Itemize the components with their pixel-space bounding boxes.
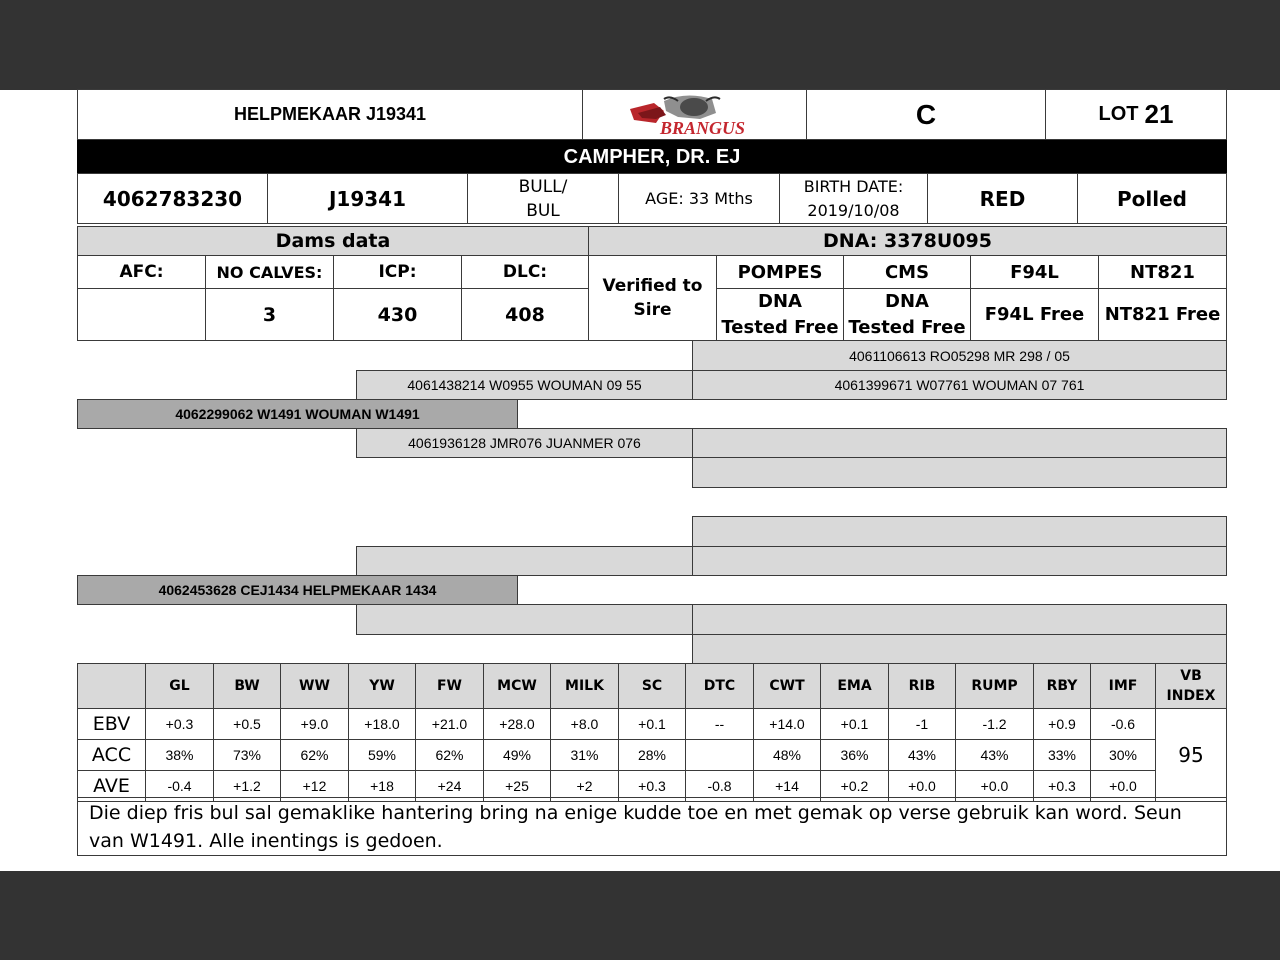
dna-title: DNA: 3378U095 bbox=[588, 226, 1227, 256]
trait-header-imf: IMF bbox=[1091, 664, 1156, 709]
value-acc-rby: 33% bbox=[1034, 740, 1091, 771]
dlc-label: DLC: bbox=[461, 255, 589, 289]
dlc-value: 408 bbox=[461, 288, 589, 341]
svg-text:BRANGUS: BRANGUS bbox=[659, 117, 745, 137]
pedigree-sire-dam-sire bbox=[692, 428, 1227, 458]
vb-index-label-line-1: VB bbox=[1180, 668, 1202, 684]
cms-result-line-1: DNA bbox=[885, 290, 929, 312]
verified-to-sire bbox=[588, 255, 717, 341]
value-ebv-rby: +0.9 bbox=[1034, 709, 1091, 740]
f94l-label: F94L bbox=[970, 255, 1099, 289]
value-acc-mcw: 49% bbox=[484, 740, 551, 771]
row-label-ave: AVE bbox=[78, 771, 146, 802]
pompes-result-line-1: DNA bbox=[758, 290, 802, 312]
performance-row-acc bbox=[78, 740, 1227, 771]
value-ave-fw: +24 bbox=[416, 771, 484, 802]
value-acc-imf: 30% bbox=[1091, 740, 1156, 771]
lot-number bbox=[1045, 89, 1227, 140]
afc-label: AFC: bbox=[77, 255, 206, 289]
value-acc-yw: 59% bbox=[349, 740, 416, 771]
breeder-name: CAMPHER, DR. EJ bbox=[77, 140, 1227, 174]
value-ebv-sc: +0.1 bbox=[619, 709, 686, 740]
value-ebv-fw: +21.0 bbox=[416, 709, 484, 740]
value-ave-yw: +18 bbox=[349, 771, 416, 802]
trait-header-ema: EMA bbox=[821, 664, 889, 709]
value-ave-imf: +0.0 bbox=[1091, 771, 1156, 802]
cms-result bbox=[843, 288, 971, 341]
category-letter: C bbox=[806, 89, 1046, 140]
value-ave-ww: +12 bbox=[281, 771, 349, 802]
brangus-logo bbox=[582, 89, 807, 140]
trait-header-milk: MILK bbox=[551, 664, 619, 709]
value-ave-rby: +0.3 bbox=[1034, 771, 1091, 802]
pedigree-sire: 4062299062 W1491 WOUMAN W1491 bbox=[77, 399, 518, 429]
value-ebv-gl: +0.3 bbox=[146, 709, 214, 740]
sex-line-2: BUL bbox=[526, 200, 560, 221]
pompes-result bbox=[716, 288, 844, 341]
value-ebv-yw: +18.0 bbox=[349, 709, 416, 740]
value-ebv-dtc: -- bbox=[686, 709, 754, 740]
value-ebv-rib: -1 bbox=[889, 709, 956, 740]
pedigree-sire-sire: 4061438214 W0955 WOUMAN 09 55 bbox=[356, 370, 693, 400]
remarks-text: Die diep fris bul sal gemaklike hantering bring na enige kudde toe en met gemak op verse gebruik kan word. Seun van W1491. Alle inentings is gedoen. bbox=[77, 797, 1227, 856]
value-ave-milk: +2 bbox=[551, 771, 619, 802]
f94l-result: F94L Free bbox=[970, 288, 1099, 341]
value-acc-ema: 36% bbox=[821, 740, 889, 771]
pedigree-dam-dam-dam bbox=[692, 634, 1227, 664]
birth-date-label: BIRTH DATE: bbox=[803, 176, 904, 196]
value-ebv-mcw: +28.0 bbox=[484, 709, 551, 740]
lot-value: 21 bbox=[1144, 99, 1174, 129]
catalogue-sheet bbox=[0, 90, 1280, 871]
value-ave-dtc: -0.8 bbox=[686, 771, 754, 802]
trait-header-gl: GL bbox=[146, 664, 214, 709]
value-acc-rump: 43% bbox=[956, 740, 1034, 771]
value-acc-fw: 62% bbox=[416, 740, 484, 771]
animal-name: HELPMEKAAR J19341 bbox=[77, 89, 583, 140]
pedigree-sire-sire-dam: 4061399671 W07761 WOUMAN 07 761 bbox=[692, 370, 1227, 400]
trait-header-sc: SC bbox=[619, 664, 686, 709]
value-ave-sc: +0.3 bbox=[619, 771, 686, 802]
trait-header-rib: RIB bbox=[889, 664, 956, 709]
horn-status: Polled bbox=[1077, 173, 1227, 224]
value-ebv-ema: +0.1 bbox=[821, 709, 889, 740]
value-acc-cwt: 48% bbox=[754, 740, 821, 771]
value-ebv-ww: +9.0 bbox=[281, 709, 349, 740]
pedigree-dam-sire bbox=[356, 546, 693, 576]
trait-header-fw: FW bbox=[416, 664, 484, 709]
vb-index-label-line-2: INDEX bbox=[1166, 688, 1216, 704]
cms-result-line-2: Tested Free bbox=[848, 316, 966, 338]
value-ave-rump: +0.0 bbox=[956, 771, 1034, 802]
value-ave-cwt: +14 bbox=[754, 771, 821, 802]
value-ave-mcw: +25 bbox=[484, 771, 551, 802]
verified-line-1: Verified to bbox=[602, 276, 703, 296]
value-acc-dtc bbox=[686, 740, 754, 771]
performance-row-ebv bbox=[78, 709, 1227, 740]
no-calves-label: NO CALVES: bbox=[205, 255, 334, 289]
trait-header-ww: WW bbox=[281, 664, 349, 709]
pedigree-sire-dam-dam bbox=[692, 457, 1227, 488]
value-ebv-cwt: +14.0 bbox=[754, 709, 821, 740]
verified-line-2: Sire bbox=[633, 300, 672, 320]
pompes-label: POMPES bbox=[716, 255, 844, 289]
value-acc-ww: 62% bbox=[281, 740, 349, 771]
sex-line-1: BULL/ bbox=[518, 176, 568, 197]
pompes-result-line-2: Tested Free bbox=[721, 316, 839, 338]
icp-value: 430 bbox=[333, 288, 462, 341]
trait-header-rby: RBY bbox=[1034, 664, 1091, 709]
afc-value bbox=[77, 288, 206, 341]
pedigree-dam-sire-sire bbox=[692, 516, 1227, 547]
value-ave-bw: +1.2 bbox=[214, 771, 281, 802]
bull-head-icon bbox=[620, 93, 770, 137]
performance-header-row bbox=[78, 664, 1227, 709]
animal-age: AGE: 33 Mths bbox=[618, 173, 780, 224]
trait-header-mcw: MCW bbox=[484, 664, 551, 709]
value-ebv-imf: -0.6 bbox=[1091, 709, 1156, 740]
trait-header-dtc: DTC bbox=[686, 664, 754, 709]
pedigree-sire-dam: 4061936128 JMR076 JUANMER 076 bbox=[356, 428, 693, 458]
animal-id: J19341 bbox=[267, 173, 468, 224]
value-acc-milk: 31% bbox=[551, 740, 619, 771]
value-ave-rib: +0.0 bbox=[889, 771, 956, 802]
animal-sex bbox=[467, 173, 619, 224]
trait-header-bw: BW bbox=[214, 664, 281, 709]
registration-number: 4062783230 bbox=[77, 173, 268, 224]
value-ave-gl: -0.4 bbox=[146, 771, 214, 802]
pedigree-dam-dam-sire bbox=[692, 604, 1227, 635]
value-ebv-bw: +0.5 bbox=[214, 709, 281, 740]
performance-table bbox=[77, 663, 1227, 802]
birth-date-value: 2019/10/08 bbox=[807, 200, 900, 220]
trait-header-rump: RUMP bbox=[956, 664, 1034, 709]
row-label-acc: ACC bbox=[78, 740, 146, 771]
icp-label: ICP: bbox=[333, 255, 462, 289]
dams-data-title: Dams data bbox=[77, 226, 589, 256]
pedigree-dam-dam bbox=[356, 604, 693, 635]
lot-label: LOT bbox=[1098, 103, 1139, 125]
nt821-result: NT821 Free bbox=[1098, 288, 1227, 341]
row-label-ebv: EBV bbox=[78, 709, 146, 740]
pedigree-dam-sire-dam bbox=[692, 546, 1227, 576]
animal-color: RED bbox=[927, 173, 1078, 224]
corner-cell bbox=[78, 664, 146, 709]
pedigree-dam: 4062453628 CEJ1434 HELPMEKAAR 1434 bbox=[77, 575, 518, 605]
pedigree-sire-sire-sire: 4061106613 RO05298 MR 298 / 05 bbox=[692, 340, 1227, 371]
value-ave-ema: +0.2 bbox=[821, 771, 889, 802]
value-acc-sc: 28% bbox=[619, 740, 686, 771]
trait-header-yw: YW bbox=[349, 664, 416, 709]
vb-index-value: 95 bbox=[1156, 709, 1227, 802]
birth-date bbox=[779, 173, 928, 224]
value-acc-rib: 43% bbox=[889, 740, 956, 771]
value-acc-gl: 38% bbox=[146, 740, 214, 771]
trait-header-cwt: CWT bbox=[754, 664, 821, 709]
cms-label: CMS bbox=[843, 255, 971, 289]
vb-index-header bbox=[1156, 664, 1227, 709]
value-ebv-rump: -1.2 bbox=[956, 709, 1034, 740]
nt821-label: NT821 bbox=[1098, 255, 1227, 289]
no-calves-value: 3 bbox=[205, 288, 334, 341]
value-acc-bw: 73% bbox=[214, 740, 281, 771]
value-ebv-milk: +8.0 bbox=[551, 709, 619, 740]
